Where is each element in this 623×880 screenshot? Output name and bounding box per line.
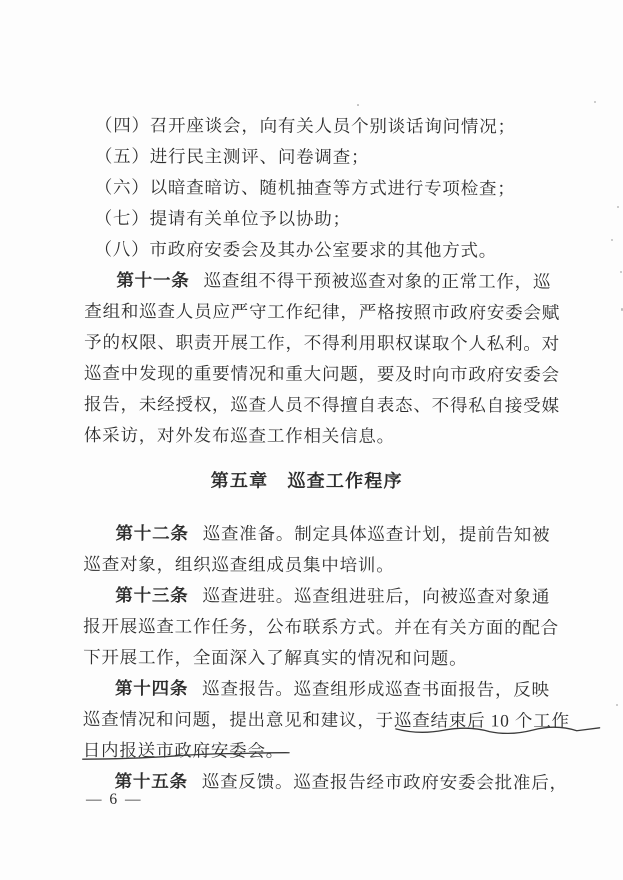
article-15-label: 第十五条 xyxy=(114,771,188,792)
article-11-line-6: 体采访，对外发布巡查工作相关信息。 xyxy=(83,424,396,447)
article-13-line-2: 报开展巡查工作任务，公布联系方式。并在有关方面的配合 xyxy=(83,615,560,638)
underlined-text-2: 日内报送市政府安委会。 xyxy=(83,740,284,761)
article-15-text: 巡查反馈。巡查报告经市政府安委会批准后， xyxy=(201,771,568,793)
article-15-line-1 xyxy=(83,766,568,799)
article-12-line-2: 巡查对象，组织巡查组成员集中培训。 xyxy=(83,553,395,576)
article-11-line-2: 查组和巡查人员应严守工作纪律，严格按照市政府安委会赋 xyxy=(84,300,561,323)
page-number: — 6 — xyxy=(86,791,143,808)
list-item-4: （四）召开座谈会，向有关人员个别谈话询问情况； xyxy=(94,115,516,137)
list-item-5: （五）进行民主测评、问卷调查； xyxy=(94,146,370,167)
article-13-text: 巡查进驻。巡查组进驻后，向被巡查对象通 xyxy=(202,585,551,607)
article-12-line-1 xyxy=(83,518,551,551)
article-14-text-plain: 巡查情况和问题，提出意见和建议，于 xyxy=(82,708,395,731)
article-11-text: 巡查组不得干预被巡查对象的正常工作，巡 xyxy=(203,270,552,292)
article-12-label: 第十二条 xyxy=(115,523,189,544)
article-12-text: 巡查准备。制定具体巡查计划，提前告知被 xyxy=(202,523,551,545)
article-11-line-3: 予的权限、职责开展工作，不得利用职权谋取个人私利。对 xyxy=(84,331,561,354)
article-13-line-3: 下开展工作，全面深入了解真实的情况和问题。 xyxy=(83,646,468,669)
list-item-8: （八）市政府安委会及其办公室要求的其他方式。 xyxy=(94,239,498,261)
scan-speck xyxy=(620,271,622,273)
article-11-line-5: 报告，未经授权，巡查人员不得擅自表态、不得私自接受媒 xyxy=(83,393,560,416)
scan-speck xyxy=(616,704,618,706)
article-14-label: 第十四条 xyxy=(114,678,189,699)
article-13-line-1 xyxy=(83,580,551,613)
article-14-line-3 xyxy=(83,735,529,768)
list-item-7: （七）提请有关单位予以协助； xyxy=(94,208,351,229)
list-item-6: （六）以暗查暗访、随机抽查等方式进行专项检查； xyxy=(94,177,516,199)
article-11-line-1 xyxy=(84,265,552,298)
scan-speck xyxy=(357,104,359,106)
article-14-line-2 xyxy=(82,704,570,737)
article-11-line-4: 巡查中发现的重要情况和重大问题，要及时向市政府安委会 xyxy=(84,362,560,385)
document-body xyxy=(82,110,570,799)
article-14-text: 巡查报告。巡查组形成巡查书面报告，反映 xyxy=(202,678,550,700)
article-13-label: 第十三条 xyxy=(115,585,189,606)
scan-speck xyxy=(617,206,619,208)
hand-underline-icon xyxy=(83,749,289,762)
hand-underline-icon xyxy=(394,724,602,737)
chapter-heading: 第五章 巡查工作程序 xyxy=(210,470,403,492)
article-11-label: 第十一条 xyxy=(116,270,190,291)
scan-speck xyxy=(594,101,596,103)
scan-speck xyxy=(611,239,613,241)
underlined-text-1: 巡查结束后 10 个工作 xyxy=(394,710,570,731)
article-14-line-1 xyxy=(83,673,550,706)
scan-speck xyxy=(621,308,623,311)
